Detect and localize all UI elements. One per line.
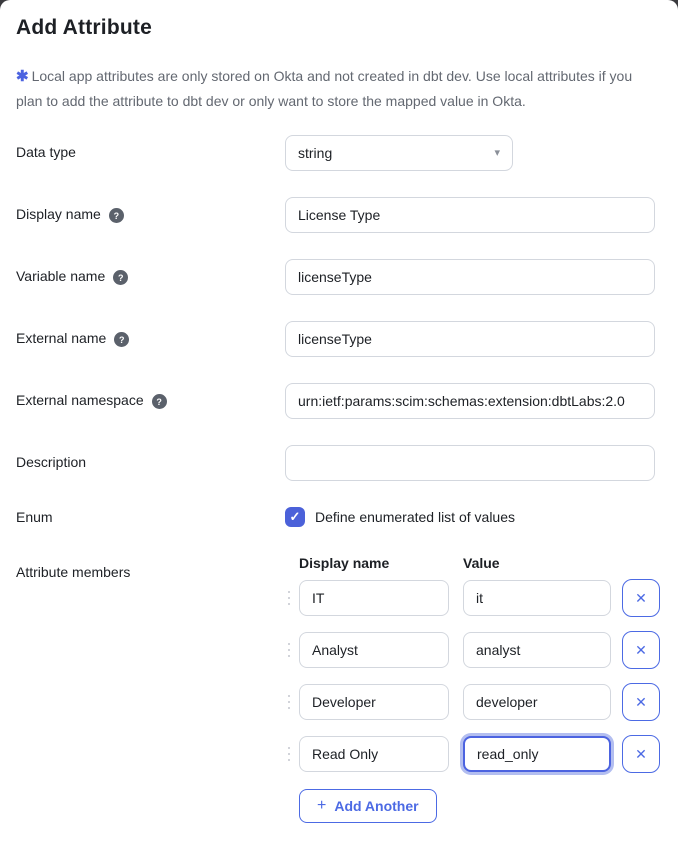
external-name-row <box>16 321 662 357</box>
member-value-input[interactable] <box>463 580 611 616</box>
members-header <box>285 555 662 571</box>
asterisk-icon: ✱ <box>16 68 29 85</box>
member-row <box>285 735 662 773</box>
remove-member-button[interactable] <box>622 735 660 773</box>
external-name-label: External name ? <box>16 321 285 357</box>
attribute-members-label: Attribute members <box>16 564 131 580</box>
external-namespace-row <box>16 383 662 419</box>
member-row <box>285 683 662 721</box>
enum-checkbox-wrap <box>285 507 515 527</box>
note-text: Local app attributes are only stored on Okta and not created in dbt dev. Use local attributes if you plan to add the attribute to dbt dev or only want to store the mapped value in Okta. <box>16 68 633 109</box>
external-namespace-label: External namespace ? <box>16 383 285 419</box>
member-display-input[interactable] <box>299 580 449 616</box>
data-type-selected-value: string <box>298 145 333 161</box>
page-title: Add Attribute <box>16 16 152 39</box>
variable-name-row <box>16 259 662 295</box>
close-icon: ✕ <box>635 641 647 658</box>
help-icon[interactable]: ? <box>152 394 167 409</box>
external-namespace-input[interactable] <box>285 383 655 419</box>
help-icon[interactable]: ? <box>109 208 124 223</box>
member-row <box>285 631 662 669</box>
member-display-input[interactable] <box>299 684 449 720</box>
external-name-input[interactable] <box>285 321 655 357</box>
display-name-row <box>16 197 662 233</box>
member-row <box>285 579 662 617</box>
add-another-label: Add Another <box>334 798 419 814</box>
local-attribute-note <box>16 64 662 114</box>
checkmark-icon: ✓ <box>289 509 301 524</box>
variable-name-label: Variable name ? <box>16 259 285 295</box>
attribute-members-row <box>16 555 662 823</box>
drag-handle-icon[interactable] <box>285 747 293 761</box>
remove-member-button[interactable] <box>622 579 660 617</box>
members-column-value: Value <box>463 555 500 571</box>
description-row <box>16 445 662 481</box>
member-value-input[interactable] <box>463 684 611 720</box>
members-column-display-name: Display name <box>299 555 390 571</box>
member-value-input[interactable] <box>463 736 611 772</box>
drag-handle-icon[interactable] <box>285 695 293 709</box>
caret-down-icon: ▾ <box>494 146 500 159</box>
data-type-select[interactable] <box>285 135 513 171</box>
enum-checkbox-label: Define enumerated list of values <box>315 509 515 525</box>
drag-handle-icon[interactable] <box>285 591 293 605</box>
help-icon[interactable]: ? <box>114 332 129 347</box>
attribute-members-block <box>285 555 662 823</box>
data-type-row <box>16 135 662 171</box>
enum-row <box>16 507 662 527</box>
description-label: Description <box>16 454 87 470</box>
drag-handle-icon[interactable] <box>285 643 293 657</box>
member-display-input[interactable] <box>299 736 449 772</box>
plus-icon: + <box>317 797 327 814</box>
remove-member-button[interactable] <box>622 631 660 669</box>
data-type-label: Data type <box>16 144 76 160</box>
member-value-input[interactable] <box>463 632 611 668</box>
display-name-label: Display name ? <box>16 197 285 233</box>
close-icon: ✕ <box>635 745 647 762</box>
member-display-input[interactable] <box>299 632 449 668</box>
variable-name-input[interactable] <box>285 259 655 295</box>
add-attribute-form <box>16 135 662 823</box>
enum-label: Enum <box>16 509 53 525</box>
close-icon: ✕ <box>635 589 647 606</box>
close-icon: ✕ <box>635 693 647 710</box>
description-input[interactable] <box>285 445 655 481</box>
remove-member-button[interactable] <box>622 683 660 721</box>
help-icon[interactable]: ? <box>113 270 128 285</box>
add-another-button[interactable] <box>299 789 437 823</box>
enum-checkbox[interactable] <box>285 507 305 527</box>
display-name-input[interactable] <box>285 197 655 233</box>
